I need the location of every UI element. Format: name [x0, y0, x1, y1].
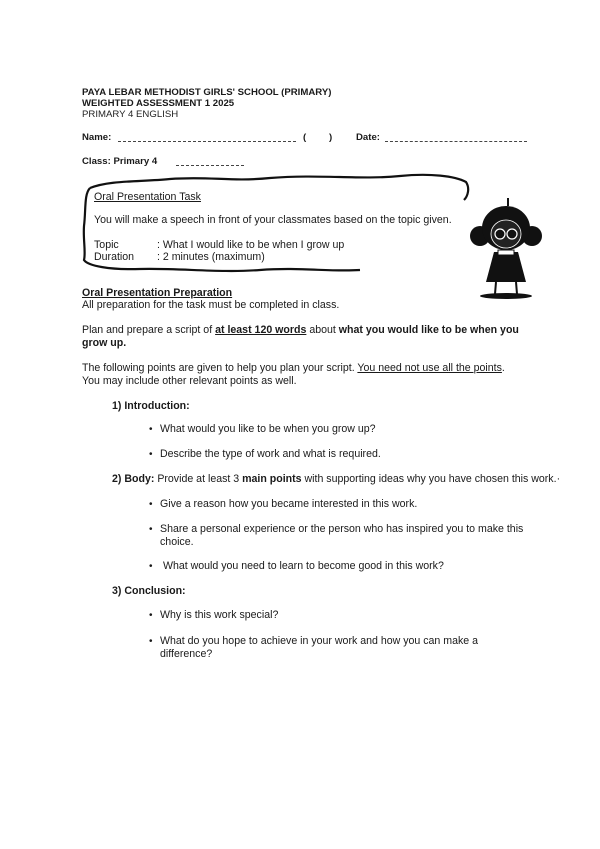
section-body-text-2: with supporting ideas why you have chosen this work.	[301, 473, 557, 485]
girl-illustration	[468, 196, 558, 300]
stray-mark: ·	[556, 473, 561, 485]
word-count-requirement: at least 120 words	[215, 324, 307, 336]
bullet-icon: •	[149, 449, 153, 460]
script-instruction-text: Plan and prepare a script of	[82, 324, 216, 336]
points-instruction-text: The following points are given to help you plan your script.	[82, 362, 358, 374]
duration-label: Duration	[94, 251, 135, 263]
points-period: .	[501, 362, 505, 374]
preparation-title: Oral Presentation Preparation	[82, 287, 233, 299]
date-label: Date:	[356, 132, 380, 143]
script-instruction	[82, 324, 522, 349]
section-conclusion-heading: 3) Conclusion:	[112, 585, 186, 597]
list-item: What would you like to be when you grow up?	[160, 423, 376, 435]
bullet-icon: •	[149, 499, 153, 510]
date-field[interactable]	[385, 141, 527, 142]
assessment-title: WEIGHTED ASSESSMENT 1 2025	[82, 98, 235, 109]
script-instruction-text-2: about	[306, 324, 339, 336]
register-paren-open: (	[303, 132, 307, 143]
topic-label: Topic	[94, 239, 119, 251]
section-body-text: Provide at least 3	[154, 473, 243, 485]
register-number-field[interactable]	[310, 132, 328, 143]
task-title: Oral Presentation Task	[94, 191, 201, 203]
script-topic: what you would like to be when you grow up.	[82, 324, 519, 349]
list-item: Share a personal experience or the person who has inspired you to make this choice.	[160, 523, 524, 548]
class-field[interactable]	[176, 165, 244, 166]
duration-value: : 2 minutes (maximum)	[157, 251, 265, 263]
points-instruction	[82, 362, 542, 387]
list-item: Describe the type of work and what is required.	[160, 448, 381, 460]
register-paren-close: )	[329, 132, 333, 143]
bullet-icon: •	[149, 524, 153, 535]
list-item: What would you need to learn to become good in this work?	[160, 560, 444, 572]
section-body-line	[112, 473, 572, 486]
bullet-icon: •	[149, 636, 153, 647]
class-label: Class: Primary 4	[82, 156, 158, 167]
task-intro: You will make a speech in front of your classmates based on the topic given.	[94, 214, 452, 226]
list-item: What do you hope to achieve in your work and how you can make a difference?	[160, 635, 478, 660]
list-item: Why is this work special?	[160, 609, 279, 621]
topic-value: : What I would like to be when I grow up	[157, 239, 345, 251]
bullet-icon: •	[149, 561, 153, 572]
preparation-note: All preparation for the task must be completed in class.	[82, 299, 340, 311]
main-points-emphasis: main points	[242, 473, 302, 485]
section-introduction-heading: 1) Introduction:	[112, 400, 190, 412]
name-field[interactable]	[118, 141, 296, 142]
subject-title: PRIMARY 4 ENGLISH	[82, 109, 179, 120]
name-label: Name:	[82, 132, 112, 143]
points-instruction-extra: You may include other relevant points as well.	[82, 374, 297, 387]
section-body-heading: 2) Body:	[112, 473, 155, 485]
points-optional-note: You need not use all the points	[357, 362, 502, 374]
bullet-icon: •	[149, 610, 153, 621]
list-item: Give a reason how you became interested in this work.	[160, 498, 418, 510]
bullet-icon: •	[149, 424, 153, 435]
school-name: PAYA LEBAR METHODIST GIRLS' SCHOOL (PRIMARY)	[82, 87, 332, 98]
